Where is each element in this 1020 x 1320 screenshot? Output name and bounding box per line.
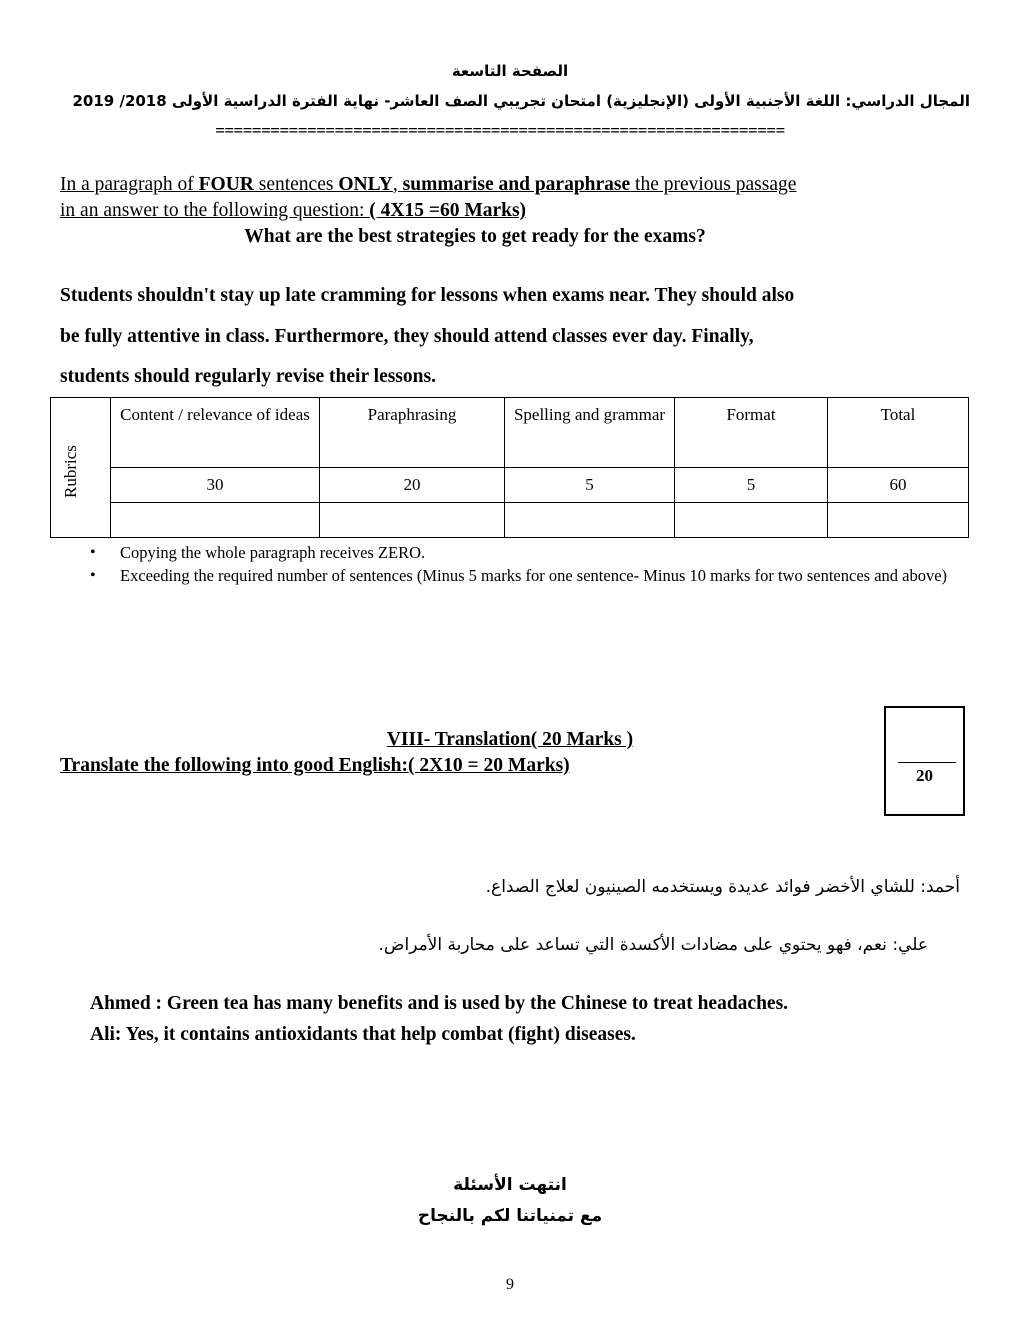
translation-section-title: VIII- Translation( 20 Marks ): [386, 729, 634, 750]
rubric-score-cell: [111, 503, 320, 538]
rubric-header: Total: [828, 398, 969, 468]
arabic-line: أحمد: للشاي الأخضر فوائد عديدة ويستخدمه الصينيون لعلاج الصداع.: [485, 877, 960, 897]
note-item: • Exceeding the required number of sentences (Minus 5 marks for one sentence- Minus 10 marks for two sentences and above): [90, 564, 970, 587]
translation-answer: [90, 988, 788, 1050]
score-box: [884, 706, 965, 816]
score-value: 20: [916, 766, 933, 785]
subject-header: المجال الدراسي: اللغة الأجنبية الأولى (الإنجليزية) امتحان تجريبي الصف العاشر- نهاية الفترة الدراسية الأولى 2018/ 2019: [72, 92, 970, 110]
rubric-side-label: Rubrics: [51, 398, 111, 538]
summary-answer: [60, 276, 960, 398]
closing-line: انتهت الأسئلة: [453, 1175, 567, 1195]
rubric-header: Format: [675, 398, 828, 468]
rubric-value: 60: [828, 468, 969, 503]
score-line: [898, 762, 956, 763]
translation-line: Ali: Yes, it contains antioxidants that help combat (fight) diseases.: [90, 1024, 636, 1045]
header-rule: ==============================================================: [215, 121, 785, 140]
translation-line: Ahmed : Green tea has many benefits and is used by the Chinese to treat headaches.: [90, 993, 789, 1014]
rubric-table: [50, 397, 969, 538]
rubric-score-cell: [828, 503, 969, 538]
rubric-value: 5: [505, 468, 675, 503]
answer-line: Students shouldn't stay up late cramming for lessons when exams near. They should also: [60, 285, 795, 306]
translation-instruction: Translate the following into good English:( 2X10 = 20 Marks): [60, 755, 570, 776]
page-number: 9: [506, 1276, 514, 1293]
arabic-line: علي: نعم، فهو يحتوي على مضادات الأكسدة التي تساعد على محاربة الأمراض.: [378, 935, 928, 955]
rubric-score-cell: [320, 503, 505, 538]
summary-question: What are the best strategies to get ready for the exams?: [244, 226, 706, 247]
rubric-value: 30: [111, 468, 320, 503]
summary-instruction: In a paragraph of FOUR sentences ONLY, summarise and paraphrase the previous passage in an answer to the following question: ( 4X15 =60 Marks): [60, 174, 797, 221]
rubric-value: 20: [320, 468, 505, 503]
rubric-score-cell: [505, 503, 675, 538]
rubric-value: 5: [675, 468, 828, 503]
page-label: الصفحة التاسعة: [451, 62, 569, 80]
note-item: • Copying the whole paragraph receives ZERO.: [90, 541, 970, 564]
closing-line: مع تمنياتنا لكم بالنجاح: [417, 1206, 603, 1226]
rubric-header: Content / relevance of ideas: [111, 398, 320, 468]
rubric-score-cell: [675, 503, 828, 538]
answer-line: students should regularly revise their lessons.: [60, 366, 436, 387]
rubric-notes: [90, 541, 970, 587]
rubric-header: Paraphrasing: [320, 398, 505, 468]
rubric-header: Spelling and grammar: [505, 398, 675, 468]
answer-line: be fully attentive in class. Furthermore, they should attend classes ever day. Finally,: [60, 325, 754, 347]
